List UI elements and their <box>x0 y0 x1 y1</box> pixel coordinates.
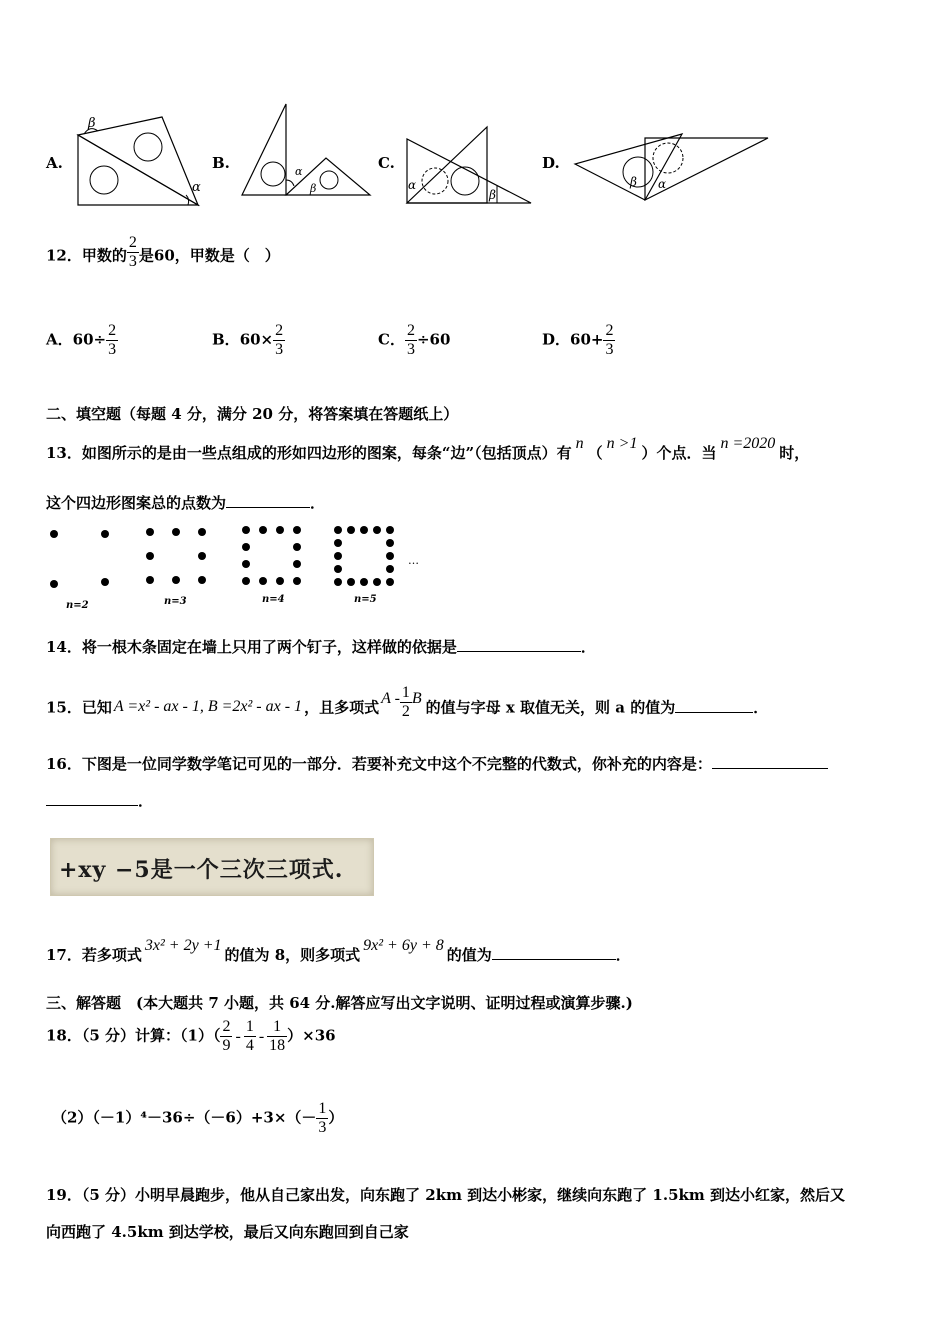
q12-option-c: C． $\frac{2}{3}$ ÷60 <box>378 322 451 358</box>
q16-stem: 16．下图是一位同学数学笔记可见的一部分．若要补充文中这个不完整的代数式，你补充的内容是： <box>46 753 828 774</box>
q16-stem-line2: ． <box>46 790 153 811</box>
q11-figure-a <box>70 105 205 210</box>
alpha-label: α <box>192 180 201 195</box>
q12-option-d: D．60+ $\frac{2}{3}$ <box>542 322 614 358</box>
label-n5: n=5 <box>354 594 377 605</box>
q17-stem: 17．若多项式3x² + 2y +1的值为 8，则多项式9x² + 6y + 8的值为 ． <box>46 937 631 964</box>
pattern-n5 <box>334 526 394 586</box>
alpha-label: α <box>295 165 303 178</box>
q11-figure-c <box>405 125 535 210</box>
q13-stem-line1: 13．如图所示的是由一些点组成的形如四边形的图案，每条“边”（包括顶点）有n（n >1）个点．当n =2020时， <box>46 435 810 462</box>
q18-part1: 18．（5 分）计算：（1）（ $\frac{2}{9}$ - $\frac{1}{4}$ - $\frac{1}{18}$ ）×36 <box>46 1018 336 1054</box>
answer-blank[interactable] <box>226 493 310 508</box>
q11-option-a-label: A. <box>46 154 63 172</box>
q11-option-d-label: D. <box>542 154 560 172</box>
q11-option-b-label: B. <box>212 154 230 172</box>
q19-stem-line1: 19．（5 分）小明早晨跑步，他从自己家出发，向东跑了 2km 到达小彬家，继续向东跑了 1.5km 到达小红家，然后又 <box>46 1186 845 1204</box>
q11-option-c-label: C. <box>378 154 395 172</box>
q19-stem-line2: 向西跑了 4.5km 到达学校，最后又向东跑回到自己家 <box>46 1223 409 1241</box>
label-n4: n=4 <box>262 594 285 605</box>
handwritten-note-image <box>50 838 374 896</box>
label-n3: n=3 <box>164 596 187 607</box>
label-n2: n=2 <box>66 600 89 611</box>
section-2-heading: 二、填空题（每题 4 分，满分 20 分，将答案填在答题纸上） <box>46 405 459 423</box>
svg-text:…: … <box>408 554 419 567</box>
pattern-n2 <box>50 530 58 588</box>
answer-blank[interactable] <box>675 698 753 713</box>
beta-label: β <box>489 188 496 202</box>
section-3-heading: 三、解答题 (本大题共 7 小题，共 64 分.解答应写出文字说明、证明过程或演算步骤.) <box>46 994 633 1012</box>
note-text: +xy −5是一个三次三项式. <box>59 857 344 883</box>
q13-dot-patterns <box>40 520 440 615</box>
pattern-n3 <box>146 528 206 584</box>
q12-stem: 12．甲数的 $\frac{2}{3}$ 是60，甲数是（ ） <box>46 234 280 270</box>
q11-figure-b <box>240 100 375 200</box>
beta-label: β <box>630 175 637 189</box>
q18-part2: （2）（－1）⁴－36÷（－6）+3×（－ $\frac{1}{3}$ ） <box>52 1100 344 1136</box>
q12-option-a: A．60÷ $\frac{2}{3}$ <box>46 322 117 358</box>
q12-option-b: B．60× $\frac{2}{3}$ <box>212 322 284 358</box>
q14-stem: 14．将一根木条固定在墙上只用了两个钉子，这样做的依据是 ． <box>46 638 596 656</box>
alpha-label: α <box>658 177 667 191</box>
q15-stem: 15．已知 A =x² - ax - 1, B =2x² - ax - 1 ，且多项式A - $\frac{1}{2}$ B的值与字母 x 取值无关，则 a 的值为 ． <box>46 684 769 720</box>
pattern-n4 <box>242 526 301 585</box>
answer-blank[interactable] <box>457 637 581 652</box>
pattern-n2b <box>101 530 109 586</box>
answer-blank[interactable] <box>492 945 616 960</box>
answer-blank[interactable] <box>712 754 828 769</box>
answer-blank-continued[interactable] <box>46 791 138 806</box>
q11-figure-d <box>570 128 775 208</box>
beta-label: β <box>88 116 96 131</box>
alpha-label: α <box>408 178 417 192</box>
q13-stem-line2: 这个四边形图案总的点数为 ． <box>46 494 326 512</box>
beta-label: β <box>310 182 317 195</box>
